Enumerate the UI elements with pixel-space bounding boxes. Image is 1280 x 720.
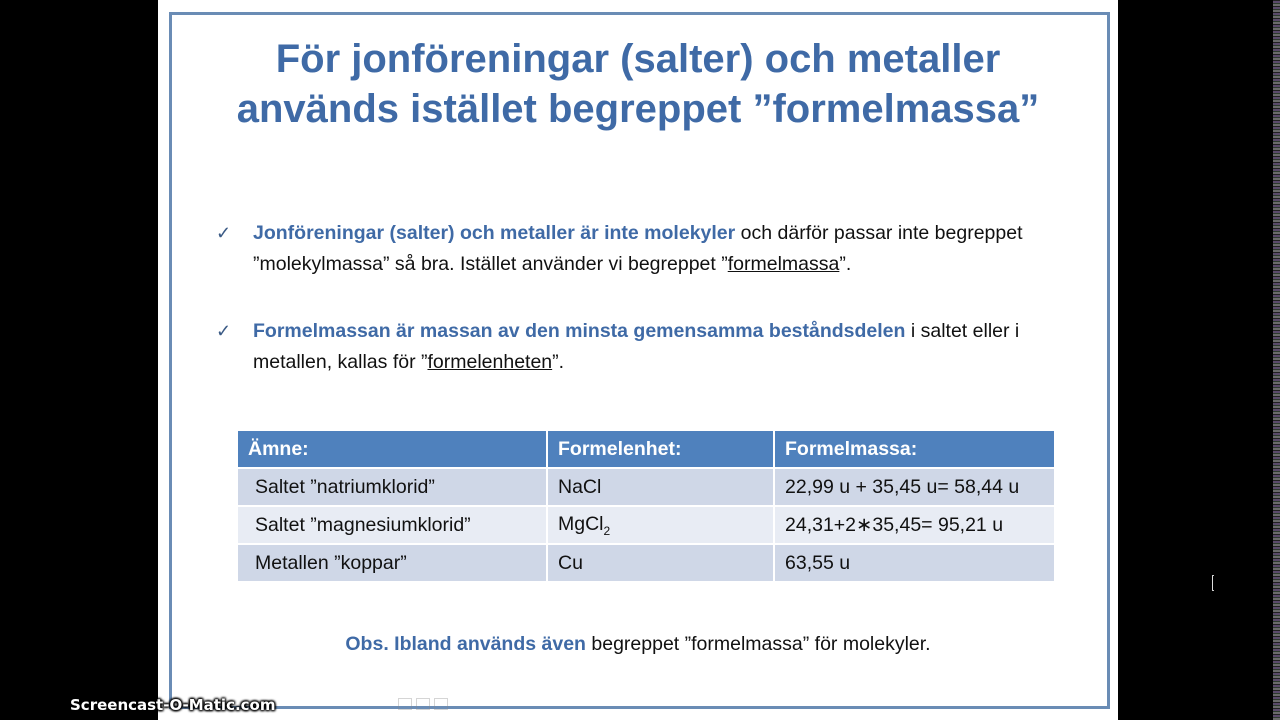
note-bold: Obs. Ibland används även (345, 633, 586, 655)
table-row (238, 545, 1054, 581)
table-header-row (238, 431, 1054, 467)
cell-formula (548, 545, 773, 581)
checkmark-icon: ✓ (216, 321, 232, 341)
formula-mass-table (236, 429, 1056, 583)
cell-substance: Saltet ”magnesiumklorid” (238, 507, 546, 543)
formula-text: Cu (558, 551, 583, 574)
bullet-underlined-term: formelenheten (427, 351, 553, 373)
cell-mass: 63,55 u (775, 545, 1054, 581)
slideshow-nav-controls[interactable] (398, 698, 448, 710)
formula-text: MgCl (558, 512, 604, 535)
bullet-bold-text: Jonföreningar (salter) och metaller är inte molekyler (253, 222, 736, 244)
cell-formula (548, 469, 773, 505)
bullet-text-end: ”. (552, 351, 565, 373)
next-slide-button[interactable] (434, 698, 448, 710)
note-rest: begreppet ”formelmassa” för molekyler. (585, 633, 931, 655)
table-row (238, 469, 1054, 505)
screencast-watermark: Screencast-O-Matic.com (70, 696, 276, 714)
header-substance: Ämne: (238, 431, 546, 467)
text-cursor-icon (1212, 575, 1214, 591)
cell-mass: 22,99 u + 35,45 u= 58,44 u (775, 469, 1054, 505)
prev-slide-button[interactable] (398, 698, 412, 710)
bullet-underlined-term: formelmassa (727, 253, 840, 275)
bullet-text-end: ”. (839, 253, 852, 275)
bullet-text: och därför passar inte begreppet ”molekylmassa” så bra. Istället använder vi begreppet ” (253, 222, 1023, 275)
bullet-bold-text: Formelmassan är massan av den minsta gemensamma beståndsdelen (253, 320, 906, 342)
header-formula-unit: Formelenhet: (548, 431, 773, 467)
presentation-slide (158, 0, 1118, 720)
cell-formula (548, 507, 773, 543)
bullet-list (216, 218, 1066, 414)
table-row (238, 507, 1054, 543)
slide-menu-button[interactable] (416, 698, 430, 710)
bullet-text: i saltet eller i metallen, kallas för ” (253, 320, 1020, 373)
formula-text: NaCl (558, 475, 602, 498)
slide-title (158, 34, 1118, 134)
checkmark-icon: ✓ (216, 223, 232, 243)
cell-mass: 24,31+2∗35,45= 95,21 u (775, 507, 1054, 543)
cell-substance: Saltet ”natriumklorid” (238, 469, 546, 505)
bullet-item (216, 316, 1066, 378)
cell-substance: Metallen ”koppar” (238, 545, 546, 581)
bullet-item (216, 218, 1066, 280)
formula-subscript: 2 (603, 523, 611, 538)
note-text (158, 633, 1118, 656)
edge-noise-strip (1273, 0, 1280, 720)
title-line-2: används istället begreppet ”formelmassa” (236, 87, 1040, 131)
header-formula-mass: Formelmassa: (775, 431, 1054, 467)
title-line-1: För jonföreningar (salter) och metaller (275, 37, 1001, 81)
